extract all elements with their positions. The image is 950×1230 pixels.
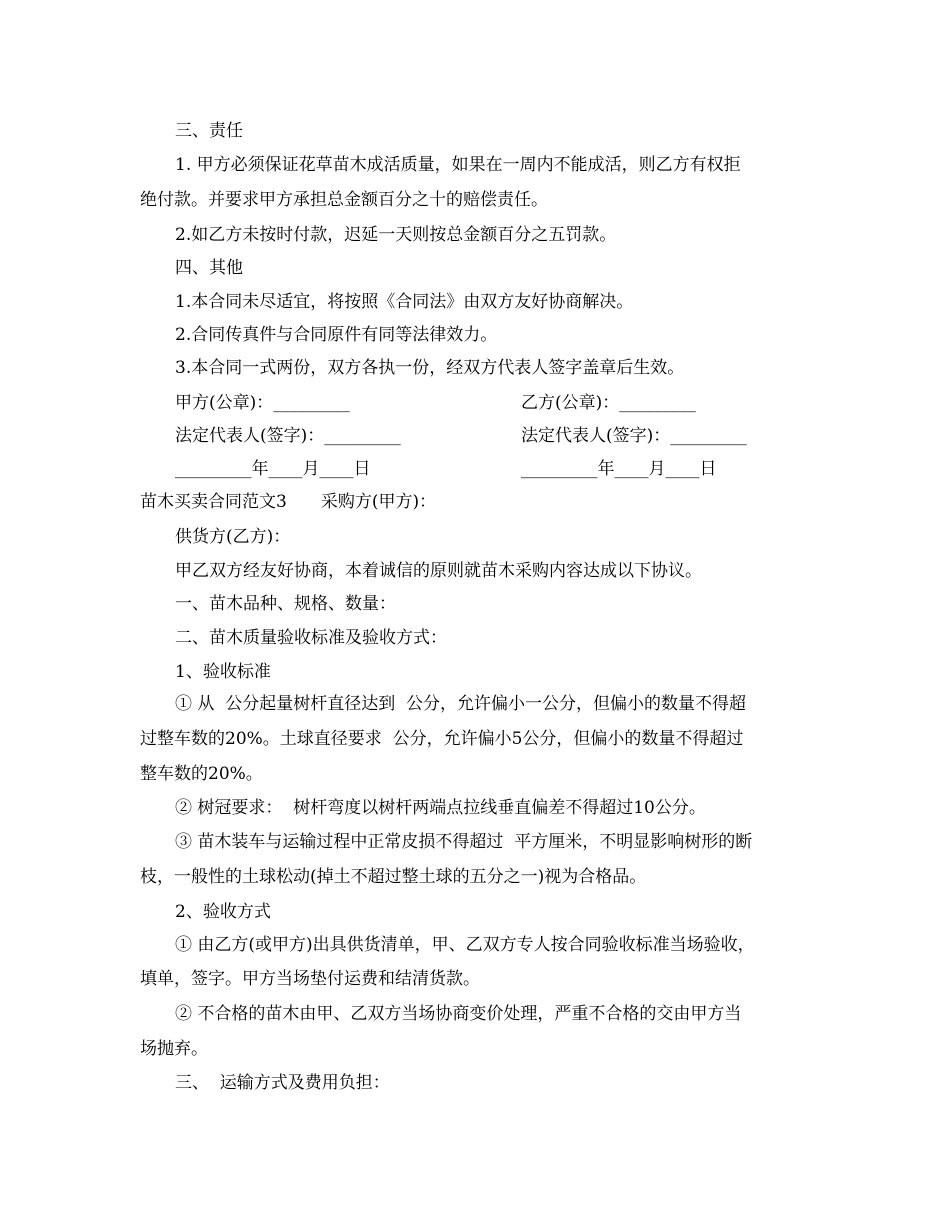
party-b-seal-field: 乙方(公章)：_________ <box>521 393 696 413</box>
heading-acceptance-method: 2、验收方式 <box>175 902 271 922</box>
paragraph-line: ② 不合格的苗木由甲、乙双方当场协商变价处理，严重不合格的交由甲方当 <box>175 1004 742 1024</box>
paragraph-line: 2.合同传真件与合同原件有同等法律效力。 <box>175 325 498 345</box>
paragraph-line: 1.本合同未尽适宜，将按照《合同法》由双方友好协商解决。 <box>175 292 634 312</box>
heading-other: 四、其他 <box>175 258 243 278</box>
heading-acceptance-standard: 1、验收标准 <box>175 662 271 682</box>
heading-responsibility: 三、责任 <box>175 121 243 141</box>
paragraph-line: 供货方(乙方)： <box>175 527 291 547</box>
party-a-seal-field: 甲方(公章)：_________ <box>175 393 350 413</box>
heading-variety: 一、苗木品种、规格、数量： <box>175 594 396 614</box>
paragraph-line: 枝，一般性的土球松动(掉土不超过整土球的五分之一)视为合格品。 <box>140 867 647 887</box>
heading-quality: 二、苗木质量验收标准及验收方式： <box>175 628 447 648</box>
paragraph-line: ③ 苗木装车与运输过程中正常皮损不得超过 平方厘米，不明显影响树形的断 <box>175 832 753 852</box>
paragraph-line: 3.本合同一式两份，双方各执一份，经双方代表人签字盖章后生效。 <box>175 358 685 378</box>
paragraph-line: ① 从 公分起量树杆直径达到 公分，允许偏小一公分，但偏小的数量不得超 <box>175 694 747 714</box>
paragraph-line: 场抛弃。 <box>140 1039 208 1059</box>
party-b-representative-field: 法定代表人(签字)：_________ <box>521 426 747 446</box>
party-b-date-field: _________年____月____日 <box>521 459 717 479</box>
contract-sample-heading: 苗木买卖合同范文3 采购方(甲方)： <box>140 492 437 512</box>
paragraph-line: 甲乙双方经友好协商，本着诚信的原则就苗木采购内容达成以下协议。 <box>175 561 702 581</box>
paragraph-line: 绝付款。并要求甲方承担总金额百分之十的赔偿责任。 <box>140 190 548 210</box>
paragraph-line: 过整车数的20%。土球直径要求 公分，允许偏小5公分，但偏小的数量不得超过 <box>140 729 744 749</box>
paragraph-line: 整车数的20%。 <box>140 764 263 784</box>
paragraph-line: 填单，签字。甲方当场垫付运费和结清货款。 <box>140 969 480 989</box>
party-a-date-field: _________年____月____日 <box>175 459 371 479</box>
paragraph-line: 2.如乙方未按时付款，迟延一天则按总金额百分之五罚款。 <box>175 225 617 245</box>
party-a-representative-field: 法定代表人(签字)：_________ <box>175 426 401 446</box>
paragraph-line: ① 由乙方(或甲方)出具供货清单，甲、乙双方专人按合同验收标准当场验收， <box>175 935 755 955</box>
paragraph-line: ② 树冠要求： 树杆弯度以树杆两端点拉线垂直偏差不得超过10公分。 <box>175 798 706 818</box>
paragraph-line: 1. 甲方必须保证花草苗木成活质量，如果在一周内不能成活，则乙方有权拒 <box>175 155 741 175</box>
heading-transport: 三、 运输方式及费用负担： <box>175 1073 390 1093</box>
